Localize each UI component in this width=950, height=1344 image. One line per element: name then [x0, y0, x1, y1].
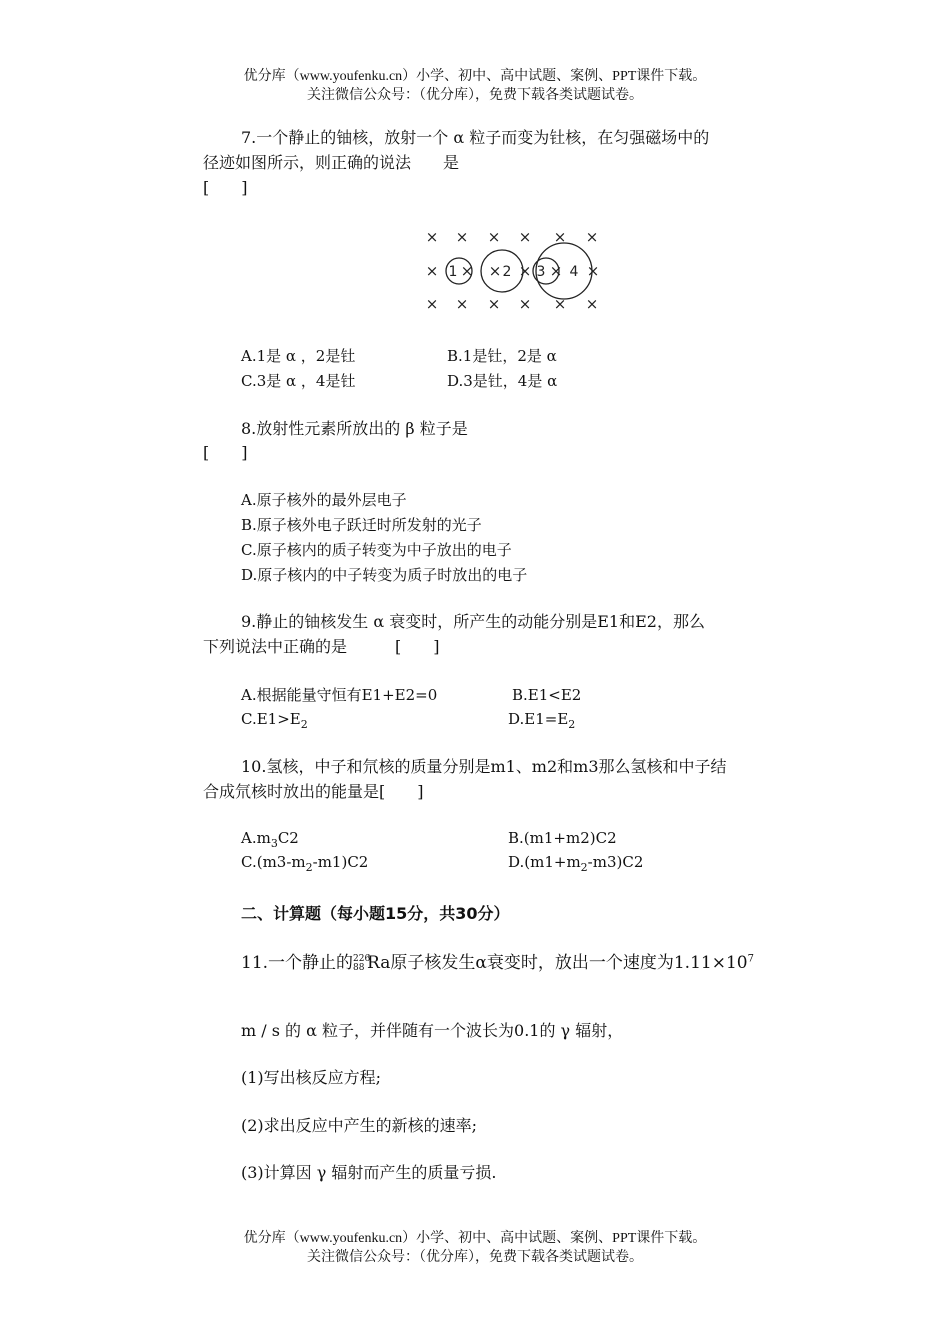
q11-subquestion-1: (1)写出核反应方程;: [241, 1068, 382, 1087]
q11-subquestion-2: (2)求出反应中产生的新核的速率;: [241, 1116, 478, 1135]
section-heading: 二、计算题（每小题15分，共30分）: [241, 904, 510, 923]
header-line-2: 关注微信公众号：（优分库），免费下载各类试题试卷。: [307, 88, 643, 103]
q8-stem: 8.放射性元素所放出的 β 粒子是: [241, 419, 468, 438]
q7-option-a: A.1是 α ，2是钍: [241, 347, 356, 365]
q7-option-b: B.1是钍，2是 α: [447, 347, 557, 365]
q7-stem-line-2: 径迹如图所示，则正确的说法 是: [203, 153, 460, 172]
q8-option-b: B.原子核外电子跃迁时所发射的光子: [241, 516, 482, 534]
q9-option-c: $C.E1>E_2$: [241, 710, 308, 731]
field-cross-mark: ×: [585, 228, 599, 246]
q7-option-d: D.3是钍，4是 α: [447, 372, 558, 390]
page-header: [0, 67, 950, 105]
field-cross-mark: ×: [425, 262, 439, 280]
q9-stem-line-1: 9.静止的铀核发生 α 衰变时，所产生的动能分别是E1和E2，那么: [241, 612, 705, 631]
page-footer: [0, 1229, 950, 1267]
q8-option-a: A.原子核外的最外层电子: [241, 491, 407, 509]
field-cross-mark: ×: [518, 262, 532, 280]
q7-option-c: C.3是 α ，4是钍: [241, 372, 356, 390]
q9-option-b: B.E1<E2: [512, 686, 582, 704]
field-cross-mark: ×: [460, 262, 474, 280]
field-cross-mark: ×: [518, 228, 532, 246]
q10-stem-line-1: 10.氢核，中子和氘核的质量分别是m1、m2和m3那么氢核和中子结: [241, 757, 727, 776]
footer-line-1: 优分库（www.youfenku.cn）小学、初中、高中试题、案例、PPT课件下载。: [243, 1231, 707, 1246]
q9-option-a: A.根据能量守恒有E1+E2=0: [241, 686, 438, 704]
field-cross-mark: ×: [518, 295, 532, 313]
track-label-2: 2: [502, 264, 512, 280]
q10-option-a: $A.m_3C2$: [241, 829, 299, 850]
field-cross-mark: ×: [549, 262, 563, 280]
q10-stem-line-2: 合成氘核时放出的能量是[ ]: [203, 782, 424, 801]
field-cross-mark: ×: [455, 295, 469, 313]
q7-trajectory-figure: [415, 222, 615, 317]
q8-option-c: C.原子核内的质子转变为中子放出的电子: [241, 541, 512, 559]
q11-stem-line-1: 11.一个静止的 226 88 Ra原子核发生α衰变时，放出一个速度为$1.11\times 10^7$: [241, 953, 754, 973]
q10-option-b: B.(m1+m2)C2: [508, 829, 617, 847]
track-label-3: 3: [536, 264, 546, 280]
field-cross-mark: ×: [425, 228, 439, 246]
header-line-1: 优分库（www.youfenku.cn）小学、初中、高中试题、案例、PPT课件下载。: [243, 69, 707, 84]
q10-option-d: $D.(m1+m_2-m3)C2$: [508, 853, 644, 874]
field-cross-mark: ×: [455, 228, 469, 246]
q8-answer-bracket: [ ]: [203, 443, 248, 462]
field-cross-mark: ×: [425, 295, 439, 313]
field-cross-mark: ×: [488, 262, 502, 280]
track-label-1: 1: [448, 264, 458, 280]
q9-option-d: $D.E1=E_2$: [508, 710, 576, 731]
q10-option-c: $C.(m3-m_2-m1)C2$: [241, 853, 369, 874]
q7-stem-line-1: 7.一个静止的铀核，放射一个 α 粒子而变为钍核，在匀强磁场中的: [241, 128, 710, 147]
field-cross-mark: ×: [553, 228, 567, 246]
q7-answer-bracket: [ ]: [203, 178, 248, 197]
q11-subquestion-3: (3)计算因 γ 辐射而产生的质量亏损.: [241, 1163, 497, 1182]
field-cross-mark: ×: [487, 228, 501, 246]
isotope-notation: 226 88: [353, 953, 371, 973]
field-cross-mark: ×: [553, 295, 567, 313]
q8-option-d: D.原子核内的中子转变为质子时放出的电子: [241, 566, 528, 584]
footer-line-2: 关注微信公众号：（优分库），免费下载各类试题试卷。: [307, 1250, 643, 1265]
field-cross-mark: ×: [585, 295, 599, 313]
track-label-4: 4: [569, 264, 579, 280]
q11-stem-line-2: m / s 的 α 粒子，并伴随有一个波长为0.1的 γ 辐射，: [241, 1021, 624, 1040]
q9-stem-line-2: 下列说法中正确的是 [ ]: [203, 637, 440, 656]
field-cross-mark: ×: [487, 295, 501, 313]
field-cross-mark: ×: [586, 262, 600, 280]
